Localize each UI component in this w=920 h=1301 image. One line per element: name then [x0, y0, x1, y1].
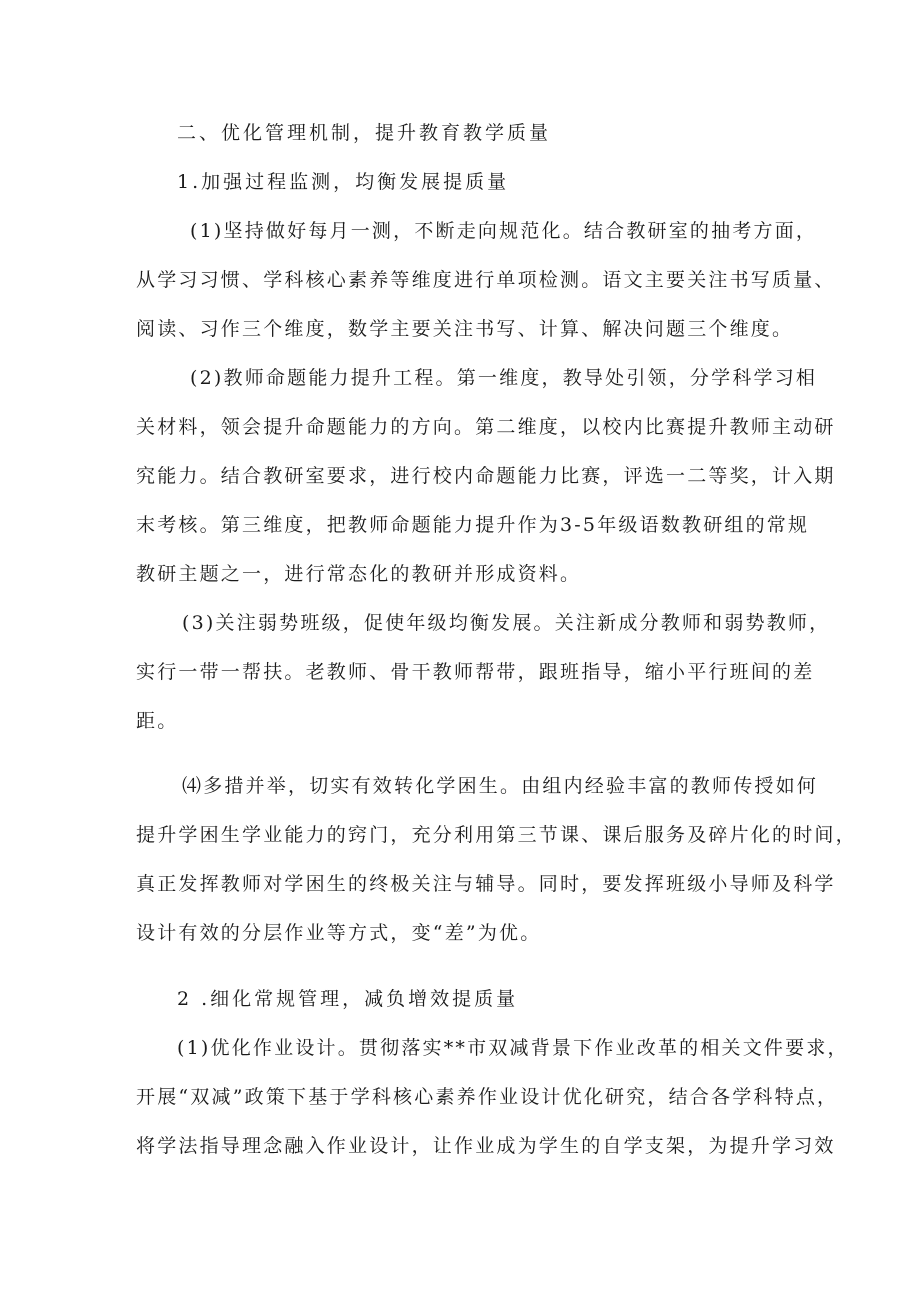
paragraph-4-line-4: 设计有效的分层作业等方式，变“差”为优。 [136, 922, 542, 944]
paragraph-4-line-1: ⑷多措并举，切实有效转化学困生。由组内经验丰富的教师传授如何 [182, 775, 819, 797]
paragraph-1-line-1: (1)坚持做好每月一测，不断走向规范化。结合教研室的抽考方面， [190, 220, 818, 242]
paragraph-3-line-1: (3)关注弱势班级，促使年级均衡发展。关注新成分教师和弱势教师， [182, 612, 831, 634]
paragraph-3-line-3: 距。 [136, 710, 179, 732]
paragraph-5-line-3: 将学法指导理念融入作业设计，让作业成为学生的自学支架，为提升学习效 [136, 1135, 836, 1157]
paragraph-2-line-5: 教研主题之一，进行常态化的教研并形成资料。 [136, 563, 582, 585]
subsection-heading-2: 2 .细化常规管理，减负增效提质量 [177, 988, 519, 1010]
subsection-heading-1: 1.加强过程监测，均衡发展提质量 [177, 171, 510, 193]
paragraph-2-line-4: 末考核。第三维度，把教师命题能力提升作为3-5年级语数教研组的常规 [136, 514, 810, 536]
paragraph-2-line-1: (2)教师命题能力提升工程。第一维度，教导处引领，分学科学习相 [190, 367, 818, 389]
section-heading: 二、优化管理机制，提升教育教学质量 [177, 122, 552, 144]
paragraph-1-line-2: 从学习习惯、学科核心素养等维度进行单项检测。语文主要关注书写质量、 [136, 269, 836, 291]
paragraph-3-line-2: 实行一带一帮扶。老教师、骨干教师帮带，跟班指导，缩小平行班间的差 [136, 661, 815, 683]
paragraph-5-line-1: (1)优化作业设计。贯彻落实**市双减背景下作业改革的相关文件要求， [177, 1037, 849, 1059]
paragraph-4-line-3: 真正发挥教师对学困生的终极关注与辅导。同时，要发挥班级小导师及科学 [136, 873, 836, 895]
paragraph-2-line-3: 究能力。结合教研室要求，进行校内命题能力比赛，评选一二等奖，计入期 [136, 465, 836, 487]
paragraph-2-line-2: 关材料，领会提升命题能力的方向。第二维度，以校内比赛提升教师主动研 [136, 416, 836, 438]
paragraph-4-line-2: 提升学困生学业能力的窍门，充分利用第三节课、课后服务及碎片化的时间， [136, 824, 857, 846]
paragraph-5-line-2: 开展“双减”政策下基于学科核心素养作业设计优化研究，结合各学科特点， [136, 1086, 839, 1108]
paragraph-1-line-3: 阅读、习作三个维度，数学主要关注书写、计算、解决问题三个维度。 [136, 318, 794, 340]
